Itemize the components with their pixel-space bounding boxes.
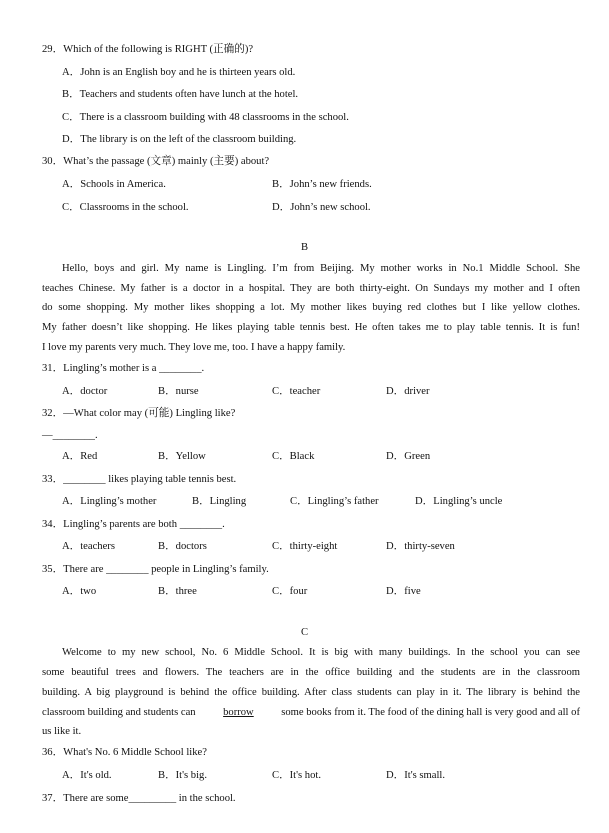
passage-c-line-4-end: some books from it. The food of the dining hall is very good and all of [281,707,580,718]
question-32-option-c: C．Black [272,451,315,462]
question-37-stem: 37．There are some_________ in the school. [42,793,236,804]
question-30-option-b: B．John’s new friends. [272,179,372,190]
question-36-stem: 36．What's No. 6 Middle School like? [42,747,207,758]
question-30-stem: 30．What’s the passage (文章) mainly (主要) about? [42,156,270,167]
question-32-option-b: B．Yellow [158,451,206,462]
question-31-option-a: A．doctor [62,386,108,397]
passage-b-line-4: My father doesn’t like shopping. He likes playing table tennis best. He often takes me to play table tennis. It is fun! [42,322,580,333]
section-b-heading: B [300,242,309,253]
question-33-option-a: A．Lingling’s mother [62,496,157,507]
question-36-option-d: D．It's small. [386,770,445,781]
question-29-option-d: D．The library is on the left of the classroom building. [62,134,297,145]
question-31-option-d: D．driver [386,386,430,397]
question-29-option-c: C．There is a classroom building with 48 classrooms in the school. [62,112,349,123]
underlined-word-borrow: borrow [223,707,254,718]
passage-c-line-4-start: classroom building and students can [42,707,196,718]
question-35-option-d: D．five [386,586,421,597]
question-32-answer-line: —________. [42,430,98,441]
question-32-stem: 32．—What color may (可能) Lingling like? [42,408,236,419]
passage-b-line-5: I love my parents very much. They love me, too. I have a happy family. [42,342,346,353]
question-29-option-a: A．John is an English boy and he is thirteen years old. [62,67,296,78]
passage-c-line-3: building. A big playground is behind the office building. After class students can play in it. The library is behind the [42,687,580,698]
question-35-stem: 35．There are ________ people in Lingling’s family. [42,564,269,575]
passage-c-line-5: us like it. [42,726,82,737]
question-29-option-b: B．Teachers and students often have lunch at the hotel. [62,89,299,100]
question-35-option-a: A．two [62,586,97,597]
question-30-option-c: C．Classrooms in the school. [62,202,189,213]
passage-c-line-1: Welcome to my new school, No. 6 Middle School. It is big with many buildings. In the school you can see [62,647,580,658]
passage-b-line-3: do some shopping. My mother likes shopping a lot. My mother likes buying red clothes but I like yellow clothes. [42,302,580,313]
question-31-stem: 31．Lingling’s mother is a ________. [42,363,205,374]
question-35-option-c: C．four [272,586,308,597]
question-34-option-c: C．thirty-eight [272,541,338,552]
question-35-option-b: B．three [158,586,197,597]
passage-c-line-2: some beautiful trees and flowers. The teachers are in the office building and the students are in the classroom [42,667,580,678]
passage-b-line-2: teaches Chinese. My father is a doctor in a hospital. They are both thirty-eight. On Sundays my mother and I often [42,283,580,294]
question-33-option-d: D．Lingling’s uncle [415,496,503,507]
question-36-option-c: C．It's hot. [272,770,321,781]
question-29-stem: 29．Which of the following is RIGHT (正确的)? [42,44,254,55]
question-34-option-d: D．thirty-seven [386,541,455,552]
question-30-option-a: A．Schools in America. [62,179,166,190]
question-36-option-b: B．It's big. [158,770,207,781]
passage-c-line-4 [42,706,580,719]
question-31-option-c: C．teacher [272,386,321,397]
question-32-option-a: A．Red [62,451,98,462]
question-32-option-d: D．Green [386,451,431,462]
question-33-option-c: C．Lingling’s father [290,496,379,507]
question-33-stem: 33．________ likes playing table tennis best. [42,474,237,485]
section-c-heading: C [300,627,309,638]
question-31-option-b: B．nurse [158,386,199,397]
question-34-stem: 34．Lingling’s parents are both ________. [42,519,225,530]
passage-b-line-1: Hello, boys and girl. My name is Lingling. I’m from Beijing. My mother works in No.1 Middle School. She [62,263,580,274]
question-34-option-b: B．doctors [158,541,207,552]
question-33-option-b: B．Lingling [192,496,247,507]
question-30-option-d: D．John’s new school. [272,202,371,213]
question-34-option-a: A．teachers [62,541,115,552]
question-36-option-a: A．It's old. [62,770,112,781]
